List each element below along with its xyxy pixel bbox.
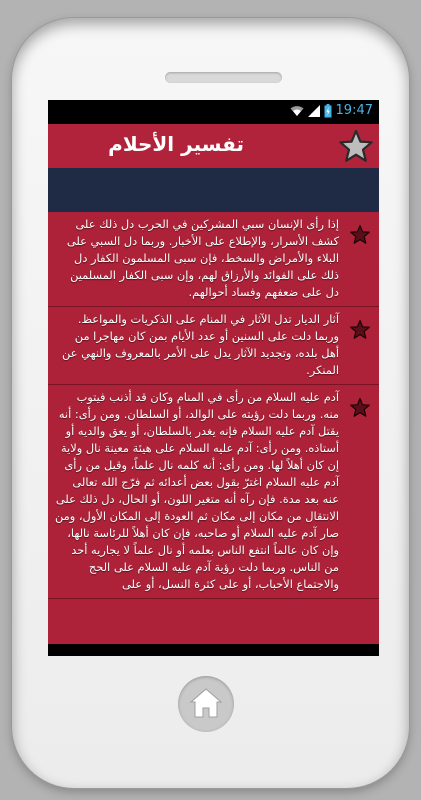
device-screen (48, 100, 379, 656)
list-item[interactable] (48, 385, 379, 599)
clock: 19:47 (335, 103, 373, 118)
star-icon (349, 319, 371, 341)
bottom-bar (48, 644, 379, 656)
app-bar (48, 124, 379, 168)
app-title: تفسير الأحلام (108, 132, 244, 156)
item-text: آدم عليه السلام من رأى في المنام وكان قد أذنب فيتوب منه. وربما دلت رؤيته على الوالد، أو السلطان. ومن رأى: أنه يقتل آدم عليه السلام فإنه يغدر بالسلطان، أو يعق والديه أو أستاذه. ومن رأى: آدم عليه السلام على هيئة معينة نال ولاية إن كان أهلاً لها. ومن رأى: أنه كلمه نال علماً، وقيل من رأى آدم عليه السلام اغترّ بقول بعض أعدائه ثم فرّج الله تعالى عنه بعد مدة. فإن رآه أنه متغير اللون، أو الحال، دل ذلك على الانتقال من مكان إلى مكان ثم العودة إلى المكان الأول، ومن صار آدم عليه السلام أو صاحبه، فإن كان أهلاً للرئاسة نالها، وإن كان عالماً انتفع الناس بعلمه أو نال علماً لا يجاريه أحد من الناس. وربما دلت رؤية آدم عليه السلام على الحج والاجتماع الأحباب، أو على كثرة النسل، أو على (54, 390, 339, 591)
earpiece-speaker (165, 72, 282, 83)
navigation-strip (48, 168, 379, 212)
list-item[interactable] (48, 212, 379, 307)
status-icons (290, 103, 373, 118)
battery-charging-icon (324, 104, 332, 118)
home-button[interactable] (178, 676, 234, 732)
dream-list[interactable] (48, 212, 379, 644)
item-text: إذا رأى الإنسان سبي المشركين في الحرب دل ذلك على كشف الأسرار، والإطلاع على الأخبار. وربما دل السبي على البلاء والأمراض والسخط، فإن سبى المسلمون الكفار دل ذلك على الفوائد والأرزاق لهم، وإن سبى الكفار المسلمين دل على ضعفهم وفساد أحوالهم. (66, 217, 339, 299)
status-bar (48, 100, 379, 124)
wifi-icon (290, 105, 304, 117)
item-text: آثار الديار تدل الآثار في المنام على الذكريات والمواعظ. وربما دلت على السنين أو عدد الأيام بمن كان مهاجرا من أهل بلده، وتجديد الآثار يدل على الأمر بالمعروف والنهي عن المنكر. (61, 312, 339, 377)
star-icon (349, 397, 371, 419)
star-icon (349, 224, 371, 246)
signal-icon (308, 105, 320, 117)
home-icon (189, 686, 223, 720)
star-icon[interactable] (337, 128, 375, 166)
list-item[interactable] (48, 307, 379, 385)
